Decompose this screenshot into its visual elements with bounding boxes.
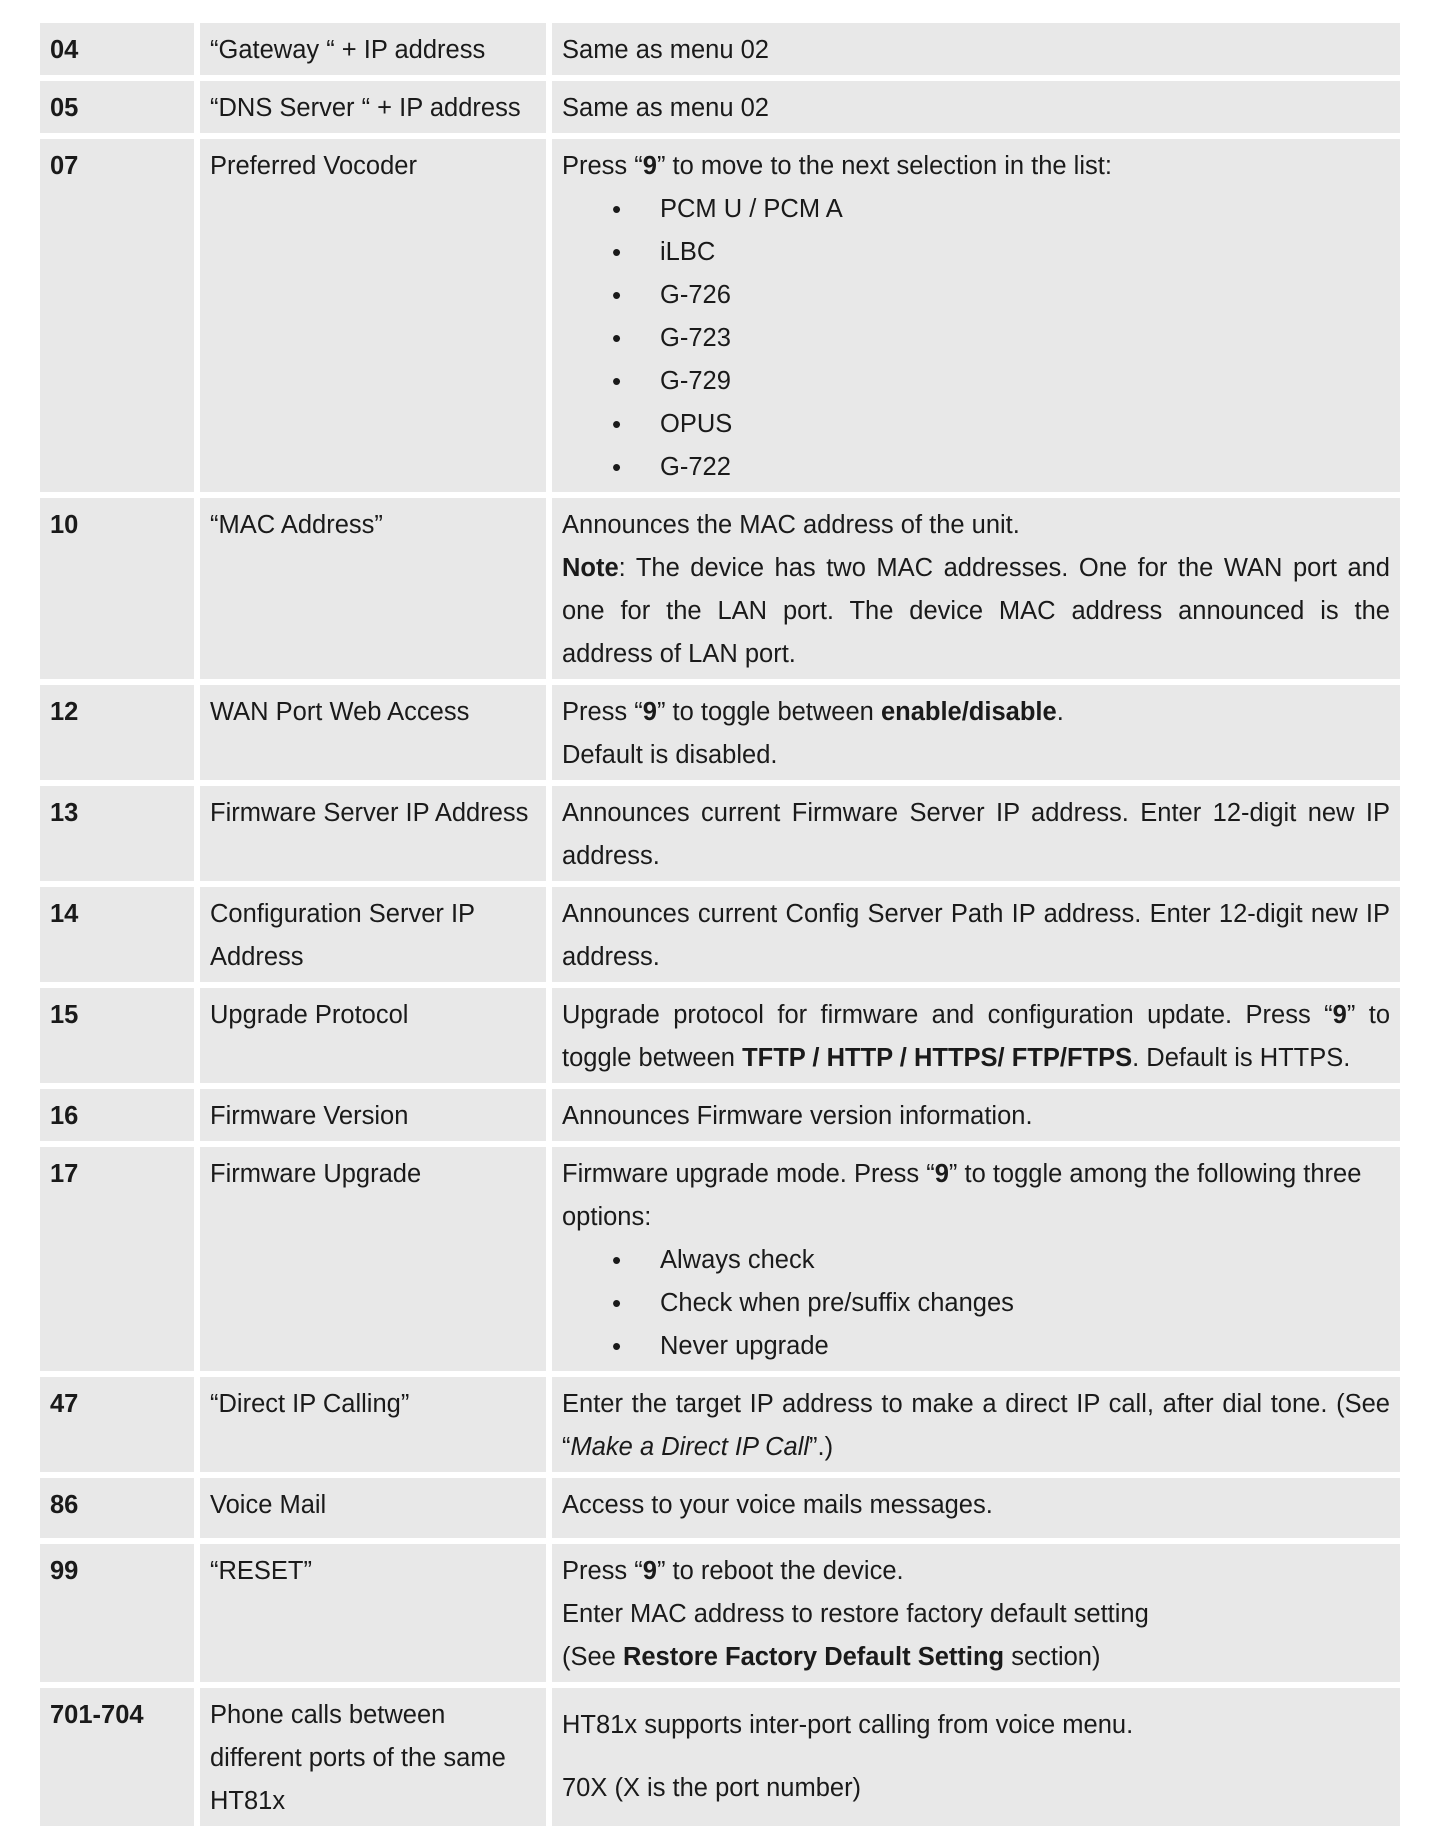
text-run: ” to toggle between <box>656 698 881 726</box>
text-run: ” to move to the next selection in the list: <box>656 152 1112 180</box>
voice-menu-table <box>34 17 1406 1832</box>
text-run: ” to reboot the device. <box>656 1557 904 1585</box>
menu-number: 15 <box>40 988 194 1083</box>
text-run: ” to toggle among the following three options: <box>562 1160 1362 1231</box>
text-run: Upgrade protocol for firmware and configuration update. Press “ <box>562 1001 1333 1029</box>
text-run: . Default is HTTPS. <box>1132 1044 1351 1072</box>
upgrade-mode-list <box>562 1239 1390 1368</box>
table-row <box>40 1478 1400 1538</box>
text-run: Enter the target IP address to make a direct IP call, after dial tone. (See “ <box>562 1390 1390 1461</box>
menu-description <box>552 1544 1400 1682</box>
note-label: Note <box>562 554 619 582</box>
menu-function: “DNS Server “ + IP address <box>200 81 546 133</box>
description-line: Enter MAC address to restore factory default setting <box>562 1600 1149 1628</box>
menu-function: Upgrade Protocol <box>200 988 546 1083</box>
table-row <box>40 1377 1400 1472</box>
menu-number: 86 <box>40 1478 194 1538</box>
menu-number: 701-704 <box>40 1688 194 1826</box>
note-paragraph <box>562 547 1390 676</box>
table-row <box>40 498 1400 679</box>
list-item: • iLBC <box>562 231 1390 274</box>
menu-description <box>552 139 1400 492</box>
menu-number: 47 <box>40 1377 194 1472</box>
menu-function: Firmware Server IP Address <box>200 786 546 881</box>
key-label: 9 <box>642 152 657 180</box>
list-item: • G-722 <box>562 446 1390 489</box>
list-item: • Never upgrade <box>562 1325 1390 1368</box>
list-item: • G-723 <box>562 317 1390 360</box>
menu-description: Same as menu 02 <box>552 81 1400 133</box>
menu-function: “RESET” <box>200 1544 546 1682</box>
list-item: • Always check <box>562 1239 1390 1282</box>
description-line <box>562 691 1390 734</box>
list-item: • PCM U / PCM A <box>562 188 1390 231</box>
text-run: Press “ <box>562 698 643 726</box>
vocoder-list <box>562 188 1390 489</box>
menu-number: 16 <box>40 1089 194 1141</box>
description-line: HT81x supports inter-port calling from voice menu. <box>562 1711 1134 1739</box>
text-run: Press “ <box>562 1557 643 1585</box>
menu-description <box>552 988 1400 1083</box>
bold-text: TFTP / HTTP / HTTPS/ FTP/FTPS <box>742 1044 1133 1072</box>
menu-description: Same as menu 02 <box>552 23 1400 75</box>
table-row <box>40 1089 1400 1141</box>
menu-number: 12 <box>40 685 194 780</box>
table-row <box>40 988 1400 1083</box>
text-run: ”.) <box>809 1433 834 1461</box>
description-line <box>562 1636 1390 1679</box>
menu-description: Announces Firmware version information. <box>552 1089 1400 1141</box>
menu-description <box>552 1147 1400 1371</box>
menu-function: Phone calls between different ports of the same HT81x <box>200 1688 546 1826</box>
text-run: : The device has two MAC addresses. One for the WAN port and one for the LAN port. The device MAC address announced is the address of LAN port. <box>562 554 1390 668</box>
list-item: • G-729 <box>562 360 1390 403</box>
menu-description: Announces current Config Server Path IP address. Enter 12-digit new IP address. <box>552 887 1400 982</box>
menu-number: 04 <box>40 23 194 75</box>
menu-function: Firmware Upgrade <box>200 1147 546 1371</box>
menu-description <box>552 1688 1400 1826</box>
description-line: Announces the MAC address of the unit. <box>562 511 1020 539</box>
table-row <box>40 23 1400 75</box>
key-label: 9 <box>1332 1001 1347 1029</box>
menu-function: Voice Mail <box>200 1478 546 1538</box>
text-run: Firmware upgrade mode. Press “ <box>562 1160 935 1188</box>
menu-description <box>552 498 1400 679</box>
text-run: section) <box>1004 1643 1101 1671</box>
menu-number: 14 <box>40 887 194 982</box>
menu-function: WAN Port Web Access <box>200 685 546 780</box>
description-line <box>562 1550 1390 1593</box>
key-label: 9 <box>934 1160 949 1188</box>
description-line: Default is disabled. <box>562 741 778 769</box>
description-line <box>562 145 1390 188</box>
description-line: 70X (X is the port number) <box>562 1774 862 1802</box>
table-row <box>40 1544 1400 1682</box>
key-label: 9 <box>642 698 657 726</box>
menu-number: 99 <box>40 1544 194 1682</box>
menu-function: Firmware Version <box>200 1089 546 1141</box>
menu-number: 13 <box>40 786 194 881</box>
table-row <box>40 786 1400 881</box>
bold-text: enable/disable <box>880 698 1057 726</box>
text-run: ” to toggle between <box>562 1001 1390 1072</box>
menu-number: 10 <box>40 498 194 679</box>
cross-reference-link[interactable]: Make a Direct IP Call <box>570 1433 810 1461</box>
table-row <box>40 685 1400 780</box>
menu-description: Announces current Firmware Server IP address. Enter 12-digit new IP address. <box>552 786 1400 881</box>
menu-function: Preferred Vocoder <box>200 139 546 492</box>
menu-number: 07 <box>40 139 194 492</box>
table-row <box>40 1147 1400 1371</box>
text-run: . <box>1056 698 1064 726</box>
menu-function: “MAC Address” <box>200 498 546 679</box>
table-row <box>40 887 1400 982</box>
menu-description <box>552 1377 1400 1472</box>
menu-description: Access to your voice mails messages. <box>552 1478 1400 1538</box>
description-line <box>562 1153 1390 1239</box>
menu-description <box>552 685 1400 780</box>
list-item: • G-726 <box>562 274 1390 317</box>
table-row <box>40 81 1400 133</box>
menu-function: “Gateway “ + IP address <box>200 23 546 75</box>
table-row <box>40 1688 1400 1826</box>
cross-reference-link[interactable]: Restore Factory Default Setting <box>622 1643 1005 1671</box>
menu-function: Configuration Server IP Address <box>200 887 546 982</box>
spacer <box>562 1747 1390 1767</box>
text-run: Press “ <box>562 152 643 180</box>
menu-number: 17 <box>40 1147 194 1371</box>
text-run: (See <box>562 1643 623 1671</box>
table-row <box>40 139 1400 492</box>
key-label: 9 <box>642 1557 657 1585</box>
menu-function: “Direct IP Calling” <box>200 1377 546 1472</box>
list-item: • Check when pre/suffix changes <box>562 1282 1390 1325</box>
list-item: • OPUS <box>562 403 1390 446</box>
menu-number: 05 <box>40 81 194 133</box>
